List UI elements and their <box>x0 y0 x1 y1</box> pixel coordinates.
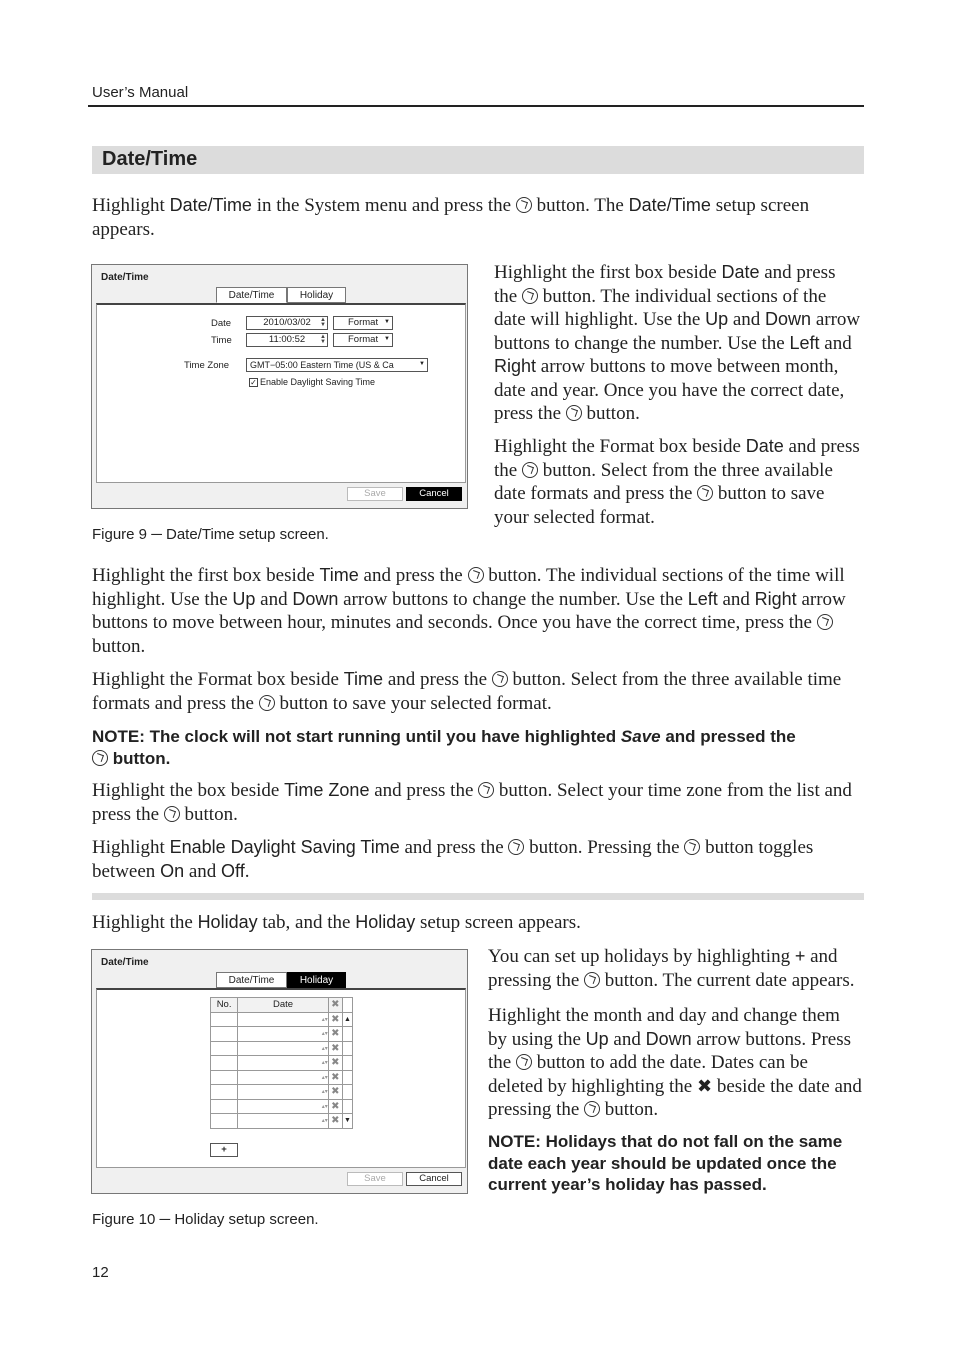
delete-icon[interactable]: ✖ <box>328 1099 342 1114</box>
holiday-panel <box>96 988 466 1168</box>
holiday-edit-paragraph: Highlight the month and day and change them by using the Up and Down arrow buttons. Press the button to add the date. Dates can be deleted by highlighting the ✖ beside the date and pressing the button. <box>488 1005 862 1120</box>
table-row: ▴▾ ✖ <box>211 1056 353 1071</box>
section-divider <box>92 893 864 900</box>
figure-10-caption: Figure 10 ─ Holiday setup screen. <box>92 1211 319 1228</box>
holiday-note: NOTE: Holidays that do not fall on the same date each year should be updated once the current year’s holiday has passed. <box>488 1132 843 1194</box>
tab-holiday[interactable]: Holiday <box>287 287 346 303</box>
enter-button-icon <box>516 1054 532 1070</box>
delete-icon[interactable]: ✖ <box>328 1012 342 1027</box>
section-title: Date/Time <box>102 148 198 170</box>
cancel-button[interactable]: Cancel <box>406 487 462 501</box>
enter-button-icon <box>164 806 180 822</box>
delete-icon[interactable]: ✖ <box>328 1056 342 1071</box>
enter-button-icon <box>817 614 833 630</box>
enter-button-icon <box>522 462 538 478</box>
date-field[interactable]: 2010/03/02 ▲ ▼ <box>246 316 328 330</box>
enter-button-icon <box>584 972 600 988</box>
delete-icon[interactable]: ✖ <box>328 1070 342 1085</box>
holiday-table <box>210 997 353 1129</box>
enter-button-icon <box>92 750 108 766</box>
column-header-no: No. <box>211 998 238 1013</box>
table-row: ▴▾ ✖ <box>211 1027 353 1042</box>
dropdown-arrow-icon: ▼ <box>384 336 390 342</box>
enter-button-icon <box>492 671 508 687</box>
scroll-down-icon[interactable]: ▼ <box>342 1114 352 1129</box>
delete-x-icon: ✖ <box>696 1075 713 1097</box>
figure-9-caption: Figure 9 ─ Date/Time setup screen. <box>92 526 329 543</box>
window-title: Date/Time <box>101 272 149 283</box>
enter-button-icon <box>259 695 275 711</box>
header-rule <box>88 105 864 107</box>
page-number: 12 <box>92 1264 109 1281</box>
datetime-setup-screen <box>91 264 468 509</box>
enter-button-icon <box>697 485 713 501</box>
delete-header-icon: ✖ <box>328 998 342 1013</box>
delete-icon[interactable]: ✖ <box>328 1027 342 1042</box>
dst-checkbox[interactable]: ✓ <box>250 378 257 387</box>
scrollbar-track[interactable] <box>342 998 352 1013</box>
table-row: ▴▾ ✖ <box>211 1041 353 1056</box>
delete-icon[interactable]: ✖ <box>328 1114 342 1129</box>
settings-panel <box>96 303 466 483</box>
tab-date-time[interactable]: Date/Time <box>216 287 287 303</box>
date-label: Date <box>211 318 232 329</box>
enter-button-icon <box>522 288 538 304</box>
time-zone-label: Time Zone <box>184 360 230 371</box>
table-row: ▴▾ ✖ ▲ <box>211 1012 353 1027</box>
dropdown-arrow-icon: ▼ <box>419 361 425 367</box>
tab-holiday[interactable]: Holiday <box>287 972 346 988</box>
date-instructions-paragraph: Highlight the first box beside Date and press the button. The individual sections of the date will highlight. Use the Up and Down arrow buttons to change the number. Use the Left and Right arrow buttons to move between month, date and year. Once you have the correct date, press the button. <box>494 262 861 424</box>
dst-paragraph: Highlight Enable Daylight Saving Time and press the button. Pressing the button toggles between On and Off. <box>92 837 814 882</box>
section-title-band <box>92 146 864 174</box>
table-row: ▴▾ ✖ <box>211 1099 353 1114</box>
scroll-up-icon[interactable]: ▲ <box>342 1012 352 1027</box>
running-header: User’s Manual <box>92 84 189 101</box>
time-instructions-paragraph: Highlight the first box beside Time and press the button. The individual sections of the time will highlight. Use the Up and Down arrow buttons to change the number. Use the Left and Right arrow buttons to move between hour, minutes and seconds. Once you have the correct time, press the button. <box>92 565 846 657</box>
window-title: Date/Time <box>101 957 149 968</box>
date-format-paragraph: Highlight the Format box beside Date and press the button. Select from the three available date formats and press the button to save your selected format. <box>494 436 860 528</box>
time-field[interactable]: 11:00:52 ▲ ▼ <box>246 333 328 347</box>
enter-button-icon <box>468 567 484 583</box>
enter-button-icon <box>566 405 582 421</box>
clock-note: NOTE: The clock will not start running until you have highlighted Save and pressed the button. <box>92 727 796 768</box>
enter-button-icon <box>478 782 494 798</box>
time-zone-paragraph: Highlight the box beside Time Zone and press the button. Select your time zone from the list and press the button. <box>92 780 852 825</box>
enter-button-icon <box>516 197 532 213</box>
dst-label: Enable Daylight Saving Time <box>260 377 376 387</box>
delete-icon[interactable]: ✖ <box>328 1085 342 1100</box>
table-row: ▴▾ ✖ ▼ <box>211 1114 353 1129</box>
spinner-icon: ▲ ▼ <box>320 317 326 328</box>
time-format-dropdown[interactable]: Format ▼ <box>333 333 393 347</box>
holiday-intro-paragraph: Highlight the Holiday tab, and the Holiday setup screen appears. <box>92 912 581 933</box>
holiday-setup-screen <box>91 949 468 1194</box>
time-zone-dropdown[interactable]: GMT−05:00 Eastern Time (US & Ca ▼ <box>246 358 428 372</box>
cancel-button[interactable]: Cancel <box>406 1172 462 1186</box>
table-row: ▴▾ ✖ <box>211 1085 353 1100</box>
add-holiday-button[interactable]: + <box>210 1143 238 1157</box>
date-format-dropdown[interactable]: Format ▼ <box>333 316 393 330</box>
intro-paragraph: Highlight Date/Time in the System menu and press the button. The Date/Time setup screen appears. <box>92 195 810 240</box>
enter-button-icon <box>508 839 524 855</box>
enter-button-icon <box>584 1101 600 1117</box>
delete-icon[interactable]: ✖ <box>328 1041 342 1056</box>
enter-button-icon <box>684 839 700 855</box>
tab-date-time[interactable]: Date/Time <box>216 972 287 988</box>
save-button[interactable]: Save <box>347 1172 403 1186</box>
save-button[interactable]: Save <box>347 487 403 501</box>
table-row: ▴▾ ✖ <box>211 1070 353 1085</box>
column-header-date: Date <box>238 998 329 1013</box>
holiday-add-paragraph: You can set up holidays by highlighting + and pressing the button. The current date appears. <box>488 946 855 991</box>
dropdown-arrow-icon: ▼ <box>384 319 390 325</box>
time-label: Time <box>211 335 232 346</box>
spinner-icon: ▲ ▼ <box>320 334 326 345</box>
time-format-paragraph: Highlight the Format box beside Time and press the button. Select from the three available time formats and press the button to save your selected format. <box>92 669 842 714</box>
